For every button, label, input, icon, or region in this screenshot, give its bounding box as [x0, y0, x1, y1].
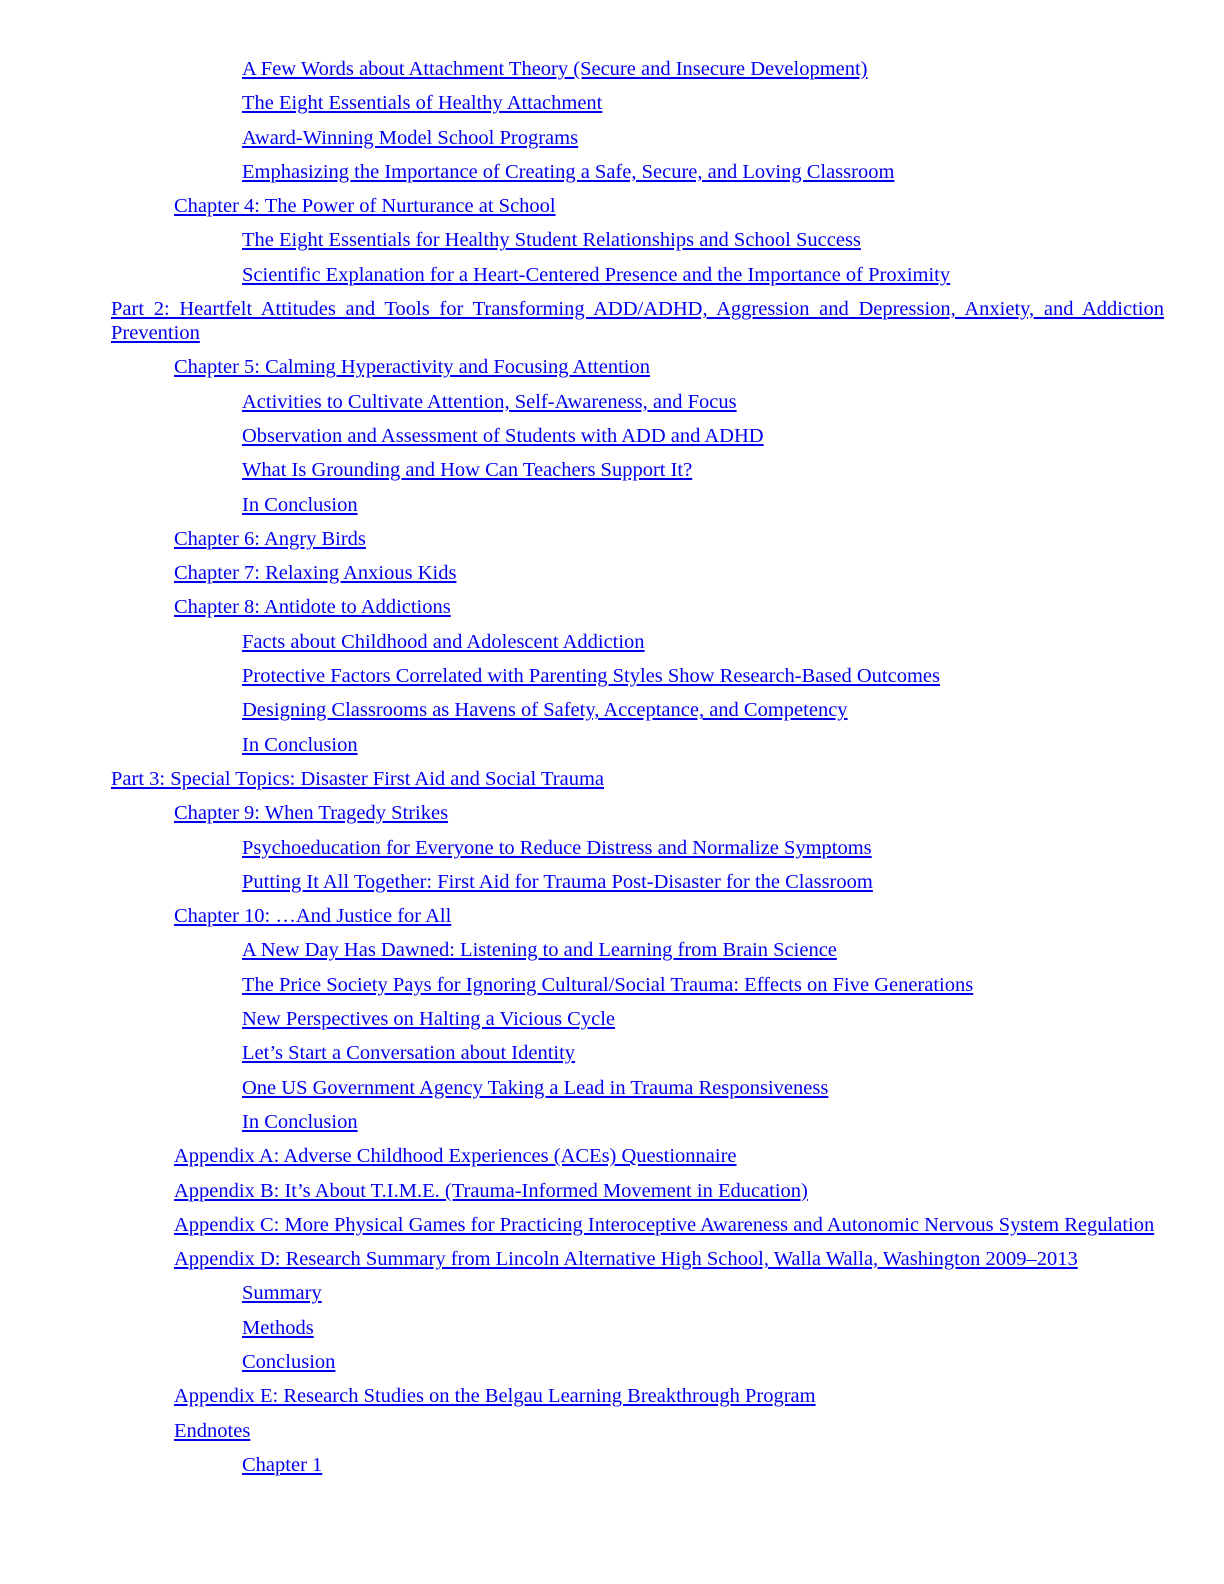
toc-section-link[interactable]: Observation and Assessment of Students with ADD and ADHD [242, 424, 764, 447]
toc-section-link[interactable]: Activities to Cultivate Attention, Self-Awareness, and Focus [242, 390, 737, 413]
toc-section-link[interactable]: Conclusion [242, 1350, 336, 1373]
toc-chapter-link[interactable]: Chapter 9: When Tragedy Strikes [174, 802, 449, 825]
toc-part-link[interactable]: Part 2: Heartfelt Attitudes and Tools for Transforming ADD/ADHD, Aggression and Depression, Anxiety, and Addiction Prevention [111, 298, 1164, 345]
toc-section-link[interactable]: Emphasizing the Importance of Creating a Safe, Secure, and Loving Classroom [242, 160, 895, 183]
toc-section-link[interactable]: The Price Society Pays for Ignoring Cultural/Social Trauma: Effects on Five Generations [242, 973, 974, 996]
toc-section-link[interactable]: Summary [242, 1282, 322, 1305]
toc-section-link[interactable]: Designing Classrooms as Havens of Safety, Acceptance, and Competency [242, 699, 848, 722]
toc-chapter-link[interactable]: Appendix E: Research Studies on the Belgau Learning Breakthrough Program [174, 1385, 816, 1408]
toc-section-link[interactable]: The Eight Essentials of Healthy Attachment [242, 92, 603, 115]
toc-chapter-link[interactable]: Endnotes [174, 1419, 251, 1442]
toc-chapter-link[interactable]: Chapter 6: Angry Birds [174, 527, 366, 550]
toc-chapter-link[interactable]: Chapter 10: …And Justice for All [174, 905, 452, 928]
toc-chapter-link[interactable]: Chapter 4: The Power of Nurturance at School [174, 195, 556, 218]
toc-chapter-link[interactable]: Appendix B: It’s About T.I.M.E. (Trauma-Informed Movement in Education) [174, 1179, 808, 1202]
toc-chapter-link[interactable]: Appendix D: Research Summary from Lincoln Alternative High School, Walla Walla, Washington 2009–2013 [174, 1248, 1078, 1271]
toc-section-link[interactable]: Scientific Explanation for a Heart-Centered Presence and the Importance of Proximity [242, 263, 951, 286]
toc-section-link[interactable]: A Few Words about Attachment Theory (Secure and Insecure Development) [242, 58, 868, 80]
toc-section-link[interactable]: Facts about Childhood and Adolescent Addiction [242, 630, 645, 653]
toc-section-link[interactable]: In Conclusion [242, 1110, 358, 1133]
toc-section-link[interactable]: One US Government Agency Taking a Lead in Trauma Responsiveness [242, 1076, 829, 1099]
toc-section-link[interactable]: In Conclusion [242, 733, 358, 756]
toc-chapter-link[interactable]: Appendix A: Adverse Childhood Experiences (ACEs) Questionnaire [174, 1145, 737, 1168]
toc-section-link[interactable]: Psychoeducation for Everyone to Reduce Distress and Normalize Symptoms [242, 836, 872, 859]
toc-section-link[interactable]: Putting It All Together: First Aid for Trauma Post-Disaster for the Classroom [242, 870, 873, 893]
toc-chapter-link[interactable]: Appendix C: More Physical Games for Practicing Interoceptive Awareness and Autonomic Nervous System Regulation [174, 1213, 1155, 1236]
toc-section-link[interactable]: What Is Grounding and How Can Teachers Support It? [242, 459, 693, 482]
toc-section-link[interactable]: Let’s Start a Conversation about Identity [242, 1042, 576, 1065]
toc-section-link[interactable]: In Conclusion [242, 493, 358, 516]
toc-chapter-link[interactable]: Chapter 5: Calming Hyperactivity and Focusing Attention [174, 356, 650, 379]
table-of-contents [111, 57, 1164, 1487]
toc-section-link[interactable]: New Perspectives on Halting a Vicious Cycle [242, 1008, 616, 1031]
toc-section-link[interactable]: The Eight Essentials for Healthy Student Relationships and School Success [242, 229, 861, 252]
toc-part-link[interactable]: Part 3: Special Topics: Disaster First Aid and Social Trauma [111, 767, 605, 790]
toc-section-link[interactable]: Protective Factors Correlated with Parenting Styles Show Research-Based Outcomes [242, 665, 940, 688]
toc-chapter-link[interactable]: Chapter 8: Antidote to Addictions [174, 596, 451, 619]
toc-chapter-link[interactable]: Chapter 7: Relaxing Anxious Kids [174, 562, 457, 585]
toc-section-link[interactable]: Chapter 1 [242, 1453, 323, 1476]
toc-section-link[interactable]: Methods [242, 1316, 314, 1339]
toc-section-link[interactable]: A New Day Has Dawned: Listening to and Learning from Brain Science [242, 939, 837, 962]
toc-section-link[interactable]: Award-Winning Model School Programs [242, 126, 579, 149]
